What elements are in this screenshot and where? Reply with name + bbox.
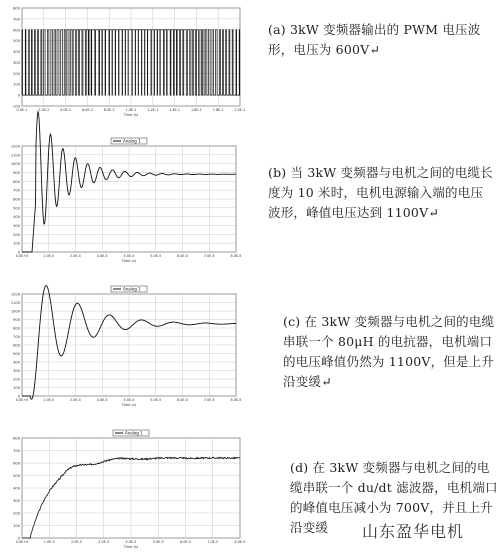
- x-tick-label: 1.0E-1: [125, 108, 137, 112]
- legend-label: Analog 1: [125, 430, 143, 436]
- x-tick-label: 5.0E-5: [150, 254, 162, 258]
- y-tick-label: 1100: [10, 301, 20, 305]
- x-tick-label: 8.0E-5: [234, 540, 246, 544]
- y-tick-label: 400: [13, 50, 20, 55]
- y-tick-label: 200: [13, 232, 20, 237]
- x-tick-label: 1.8E-1: [212, 108, 224, 112]
- x-tick-label: 1.0E-5: [43, 398, 55, 402]
- x-tick-label: 4.0E-2: [60, 108, 72, 112]
- x-tick-label: 8.0E-5: [230, 398, 242, 402]
- x-tick-label: 2.0E-5: [71, 540, 82, 544]
- x-tick-label: 8.0E-2: [103, 108, 115, 112]
- x-tick-label: 5.0E-5: [150, 398, 162, 402]
- x-tick-label: 0.0E-1: [16, 108, 28, 112]
- x-tick-label: 4.0E-5: [123, 398, 135, 402]
- y-tick-label: 0: [17, 394, 20, 399]
- x-tick-label: 8.0E-5: [230, 254, 242, 258]
- y-tick-label: 700: [13, 449, 20, 453]
- y-tick-label: 1100: [10, 153, 20, 158]
- caption-b: (b) 当 3kW 变频器与电机之间的电缆长度为 10 米时，电机电源输入端的电压波形，峰值电压达到 1100V↵: [268, 165, 493, 220]
- x-tick-label: 2.0E-5: [70, 254, 81, 258]
- caption-d: (d) 在 3kW 变频器与电机之间的电缆串联一个 du/dt 滤波器，电机端口的峰值电压减小为 700V，并且上升沿变缓: [290, 460, 498, 535]
- x-tick-label: 3.0E-5: [96, 398, 108, 402]
- y-tick-label: 100: [13, 241, 20, 246]
- chart-a: [4, 2, 244, 122]
- chart-c: [4, 282, 244, 412]
- y-tick-label: 200: [13, 511, 20, 516]
- y-tick-label: 1200: [10, 144, 20, 149]
- x-axis-label: Time (s): [123, 545, 139, 549]
- x-tick-label: 6.0E-5: [180, 540, 191, 544]
- x-tick-label: 7.0E-5: [203, 254, 215, 258]
- chart-a-plot: [4, 2, 244, 122]
- x-tick-label: 1.0E-5: [43, 540, 55, 544]
- y-tick-label: 1000: [10, 309, 20, 314]
- y-tick-label: 0: [17, 93, 20, 98]
- x-tick-label: 4.0E-5: [125, 540, 137, 544]
- y-tick-label: 900: [13, 318, 20, 322]
- x-tick-label: 7.0E-5: [207, 540, 219, 544]
- y-tick-label: -100: [11, 104, 20, 109]
- x-tick-label: 6.0E-5: [177, 254, 188, 258]
- y-tick-label: 600: [13, 343, 20, 348]
- x-axis-label: Time (s): [123, 113, 139, 117]
- y-tick-label: 600: [13, 28, 20, 33]
- x-tick-label: 5.0E-5: [152, 540, 164, 544]
- x-tick-label: 7.0E-5: [203, 398, 215, 402]
- y-tick-label: 0: [17, 536, 20, 541]
- y-tick-label: 1000: [10, 162, 20, 167]
- legend-label: Analog 1: [123, 138, 141, 144]
- y-tick-label: 400: [13, 360, 20, 365]
- chart-d: [4, 430, 244, 552]
- x-tick-label: 1.4E-1: [169, 108, 181, 112]
- x-tick-label: 6.0E-5: [177, 398, 188, 402]
- y-tick-label: 600: [13, 461, 20, 466]
- x-tick-label: 2.0E-1: [234, 108, 246, 112]
- y-tick-label: 700: [13, 188, 20, 193]
- y-tick-label: 500: [13, 352, 20, 356]
- x-tick-label: 1.0E-5: [43, 254, 55, 258]
- x-axis-label: Time (s): [121, 403, 137, 407]
- y-tick-label: 400: [13, 215, 20, 220]
- y-tick-label: 100: [13, 82, 20, 87]
- y-tick-label: 700: [13, 335, 20, 339]
- x-tick-label: 6.0E-2: [81, 108, 93, 112]
- x-tick-label: 3.0E-5: [98, 540, 110, 544]
- caption-c: (c) 在 3kW 变频器与电机之间的电缆串联一个 80μH 的电抗器，电机端口的电压峰值仍然为 1100V，但是上升沿变缓↵: [283, 314, 495, 389]
- x-tick-label: 0.0E+0: [15, 540, 29, 544]
- y-tick-label: 300: [13, 60, 20, 65]
- y-tick-label: 500: [13, 39, 20, 44]
- y-tick-label: 200: [13, 71, 20, 76]
- y-tick-label: 1200: [10, 292, 20, 297]
- y-tick-label: 300: [13, 369, 20, 373]
- y-tick-label: 800: [13, 179, 20, 184]
- y-tick-label: 300: [13, 224, 20, 228]
- x-axis-label: Time (s): [121, 259, 137, 263]
- x-tick-label: 3.0E-5: [96, 254, 108, 258]
- x-tick-label: 1.2E-1: [147, 108, 159, 112]
- y-tick-label: 600: [13, 197, 20, 202]
- x-tick-label: 2.0E-5: [70, 398, 81, 402]
- watermark: 山东盈华电机: [362, 522, 465, 541]
- y-tick-label: 800: [13, 6, 20, 11]
- y-tick-label: 500: [13, 474, 20, 478]
- y-tick-label: 300: [13, 499, 20, 503]
- y-tick-label: 100: [13, 524, 20, 528]
- x-tick-label: 0.0E+0: [15, 398, 29, 402]
- y-tick-label: 900: [13, 171, 20, 175]
- caption-a: (a) 3kW 变频器输出的 PWM 电压波形，电压为 600V↵: [268, 22, 481, 57]
- y-tick-label: 800: [13, 326, 20, 331]
- y-tick-label: 0: [17, 250, 20, 255]
- x-tick-label: 1.6E-1: [190, 108, 202, 112]
- y-tick-label: 100: [13, 386, 20, 390]
- y-tick-label: 800: [13, 436, 20, 441]
- x-tick-label: 2.0E-2: [38, 108, 50, 112]
- chart-b: [4, 134, 244, 270]
- x-tick-label: 4.0E-5: [123, 254, 135, 258]
- chart-c-plot: [4, 282, 244, 412]
- y-tick-label: 700: [13, 17, 20, 22]
- chart-d-plot: [4, 430, 244, 552]
- y-tick-label: 200: [13, 377, 20, 382]
- chart-b-plot: [4, 134, 244, 270]
- y-tick-label: 400: [13, 486, 20, 491]
- legend-label: Analog 1: [123, 286, 141, 292]
- y-tick-label: 500: [13, 206, 20, 211]
- x-tick-label: 0.0E+0: [15, 254, 29, 258]
